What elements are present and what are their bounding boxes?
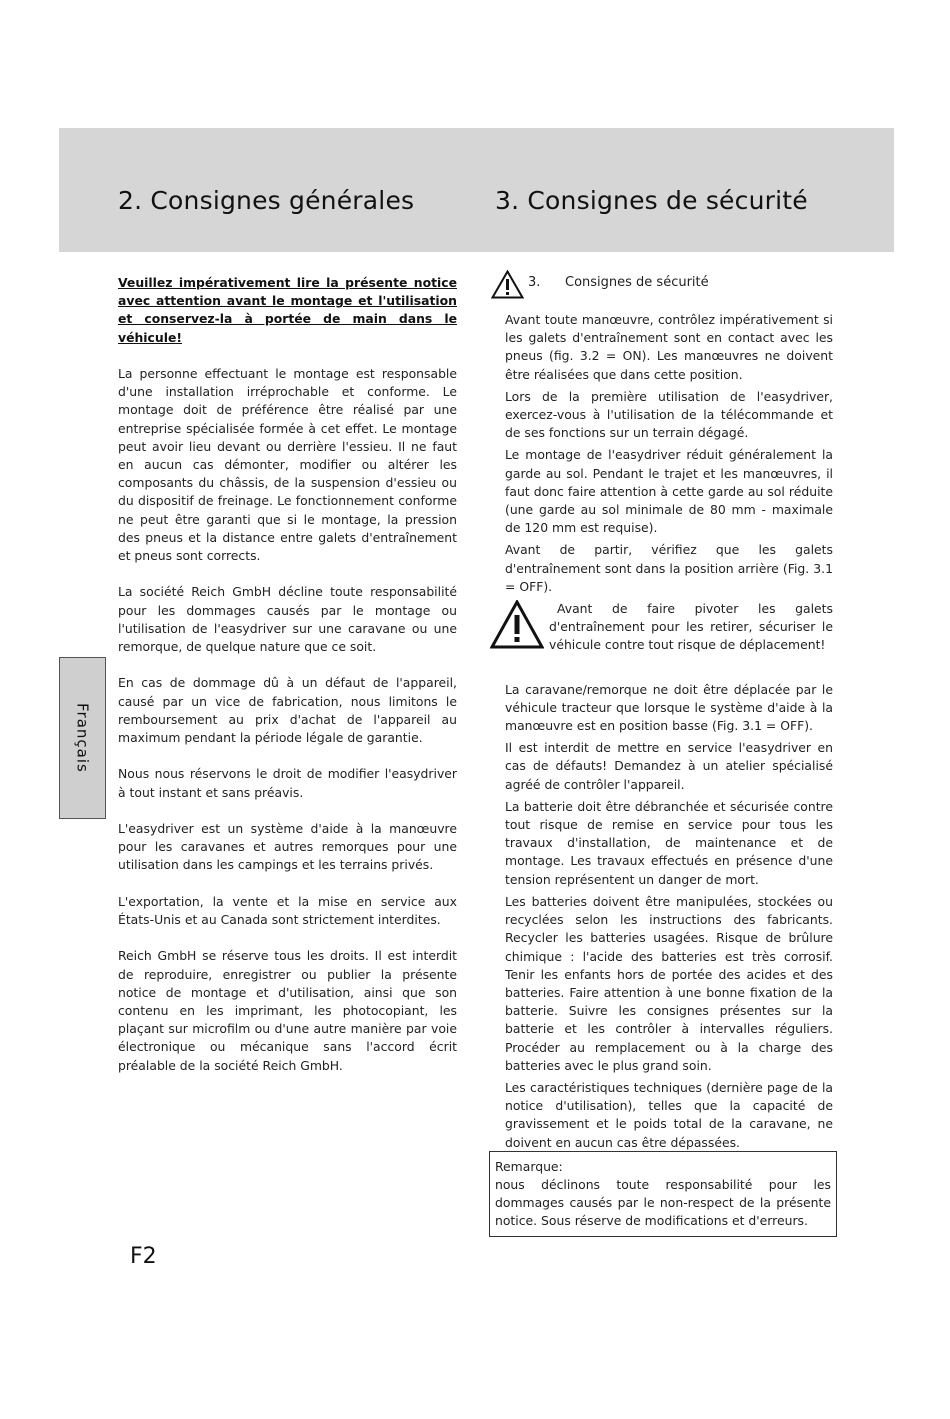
page-number: F2: [130, 1244, 157, 1269]
paragraph: La société Reich GmbH décline toute responsabilité pour les dommages causés par le montage ou l'utilisation de l'easydriver sur une caravane ou une remorque, de quelque nature que ce soit.: [118, 584, 457, 655]
paragraph: Les batteries doivent être manipulées, stockées ou recyclées selon les instructions des fabricants. Recycler les batteries usagées. Risque de brûlure chimique : l'acide des batteries est très corrosif. Tenir les enfants hors de portée des acides et des batteries. Faire attention à une bonne fixation de la batterie. Suivre les consignes présentes sur la batterie et les contrôler à intervalles réguliers. Procéder au remplacement ou à la charge des batteries avec le plus grand soin.: [505, 893, 833, 1073]
paragraph: En cas de dommage dû à un défaut de l'appareil, causé par un vice de fabrication, nous limitons le remboursement au prix d'achat de l'appareil au maximum pendant la période légale de garantie.: [118, 675, 457, 746]
paragraph: La personne effectuant le montage est responsable d'une installation irréprochable et conforme. Le montage doit de préférence être réalisé par une entreprise spécialisée formée à cet effet. Le montage peut avoir lieu devant ou derrière l'essieu. Il ne faut en aucun cas démonter, modifier ou altérer les composants du châssis, de la suspension d'essieu ou du dispositif de freinage. Le fonctionnement conforme ne peut être garanti que si le montage, la pression des pneus et la distance entre galets d'entraînement et pneus sont corrects.: [118, 366, 457, 564]
note-title: Remarque:: [495, 1159, 563, 1174]
section-3-title: 3. Consignes de sécurité: [495, 186, 808, 215]
section-subtitle: Consignes de sécurité: [565, 275, 709, 290]
paragraph: Avant toute manœuvre, contrôlez impérativement si les galets d'entraînement sont en contact avec les pneus (fig. 3.2 = ON). Les manœuvres ne doivent être réalisées que dans cette position.: [505, 312, 833, 382]
paragraph: Le montage de l'easydriver réduit généralement la garde au sol. Pendant le trajet et les manœuvres, il faut donc faire attention à cette garde au sol réduite (une garde au sol minimale de 80 mm - maximale de 120 mm est requise).: [505, 447, 833, 536]
paragraph: Reich GmbH se réserve tous les droits. Il est interdit de reproduire, enregistrer ou publier la présente notice de montage et d'utilisation, ainsi que son contenu en les imprimant, les photocopiant, les plaçant sur microfilm ou d'une autre manière par voie électronique ou mécanique sans l'accord écrit préalable de la société Reich GmbH.: [118, 948, 457, 1073]
language-label: Français: [73, 703, 92, 773]
section-2-title: 2. Consignes générales: [118, 186, 415, 215]
section-number: 3.: [528, 275, 541, 290]
paragraph: Il est interdit de mettre en service l'easydriver en cas de défauts! Demandez à un atelier spécialisé agréé de contrôler l'appareil.: [505, 740, 833, 792]
warning-text: Avant de faire pivoter les galets d'entraînement pour les retirer, sécuriser le véhicule contre tout risque de déplacement!: [549, 601, 833, 653]
paragraph: Les caractéristiques techniques (dernière page de la notice d'utilisation), telles que la capacité de gravissement et le poids total de la caravane, ne doivent en aucun cas être dépassées.: [505, 1079, 833, 1150]
paragraph: L'easydriver est un système d'aide à la manœuvre pour les caravanes et autres remorques pour une utilisation dans les campings et les terrains privés.: [118, 821, 457, 873]
warning-block: [505, 600, 833, 655]
paragraph: Lors de la première utilisation de l'easydriver, exercez-vous à l'utilisation de la télécommande et de ses fonctions sur un terrain dégagé.: [505, 388, 833, 441]
paragraph: La batterie doit être débranchée et sécurisée contre tout risque de remise en service pour tous les travaux d'installation, de maintenance et de montage. Les travaux effectués en présence d'une tension représentent un danger de mort.: [505, 798, 833, 887]
warning-triangle-icon: [490, 600, 544, 650]
note-text: nous déclinons toute responsabilité pour les dommages causés par le non-respect de la présente notice. Sous réserve de modifications et d'erreurs.: [495, 1177, 831, 1228]
warning-triangle-icon: [491, 270, 524, 299]
safety-subheading: [491, 270, 831, 298]
paragraph: La caravane/remorque ne doit être déplacée par le véhicule tracteur que lorsque le système d'aide à la manœuvre est en position basse (Fig. 3.1 = OFF).: [505, 681, 833, 734]
paragraph: L'exportation, la vente et la mise en service aux États-Unis et au Canada sont strictement interdites.: [118, 893, 457, 928]
safety-instructions-column: [505, 311, 833, 1156]
language-tab: [59, 657, 106, 819]
paragraph: Avant de partir, vérifiez que les galets d'entraînement sont dans la position arrière (Fig. 3.1 = OFF).: [505, 542, 833, 594]
paragraph: Nous nous réservons le droit de modifier l'easydriver à tout instant et sans préavis.: [118, 766, 457, 800]
general-instructions-column: [118, 274, 457, 1093]
note-box: [489, 1151, 837, 1237]
intro-warning-text: Veuillez impérativement lire la présente notice avec attention avant le montage et l'utilisation et conservez-la à portée de main dans le véhicule!: [118, 275, 457, 345]
